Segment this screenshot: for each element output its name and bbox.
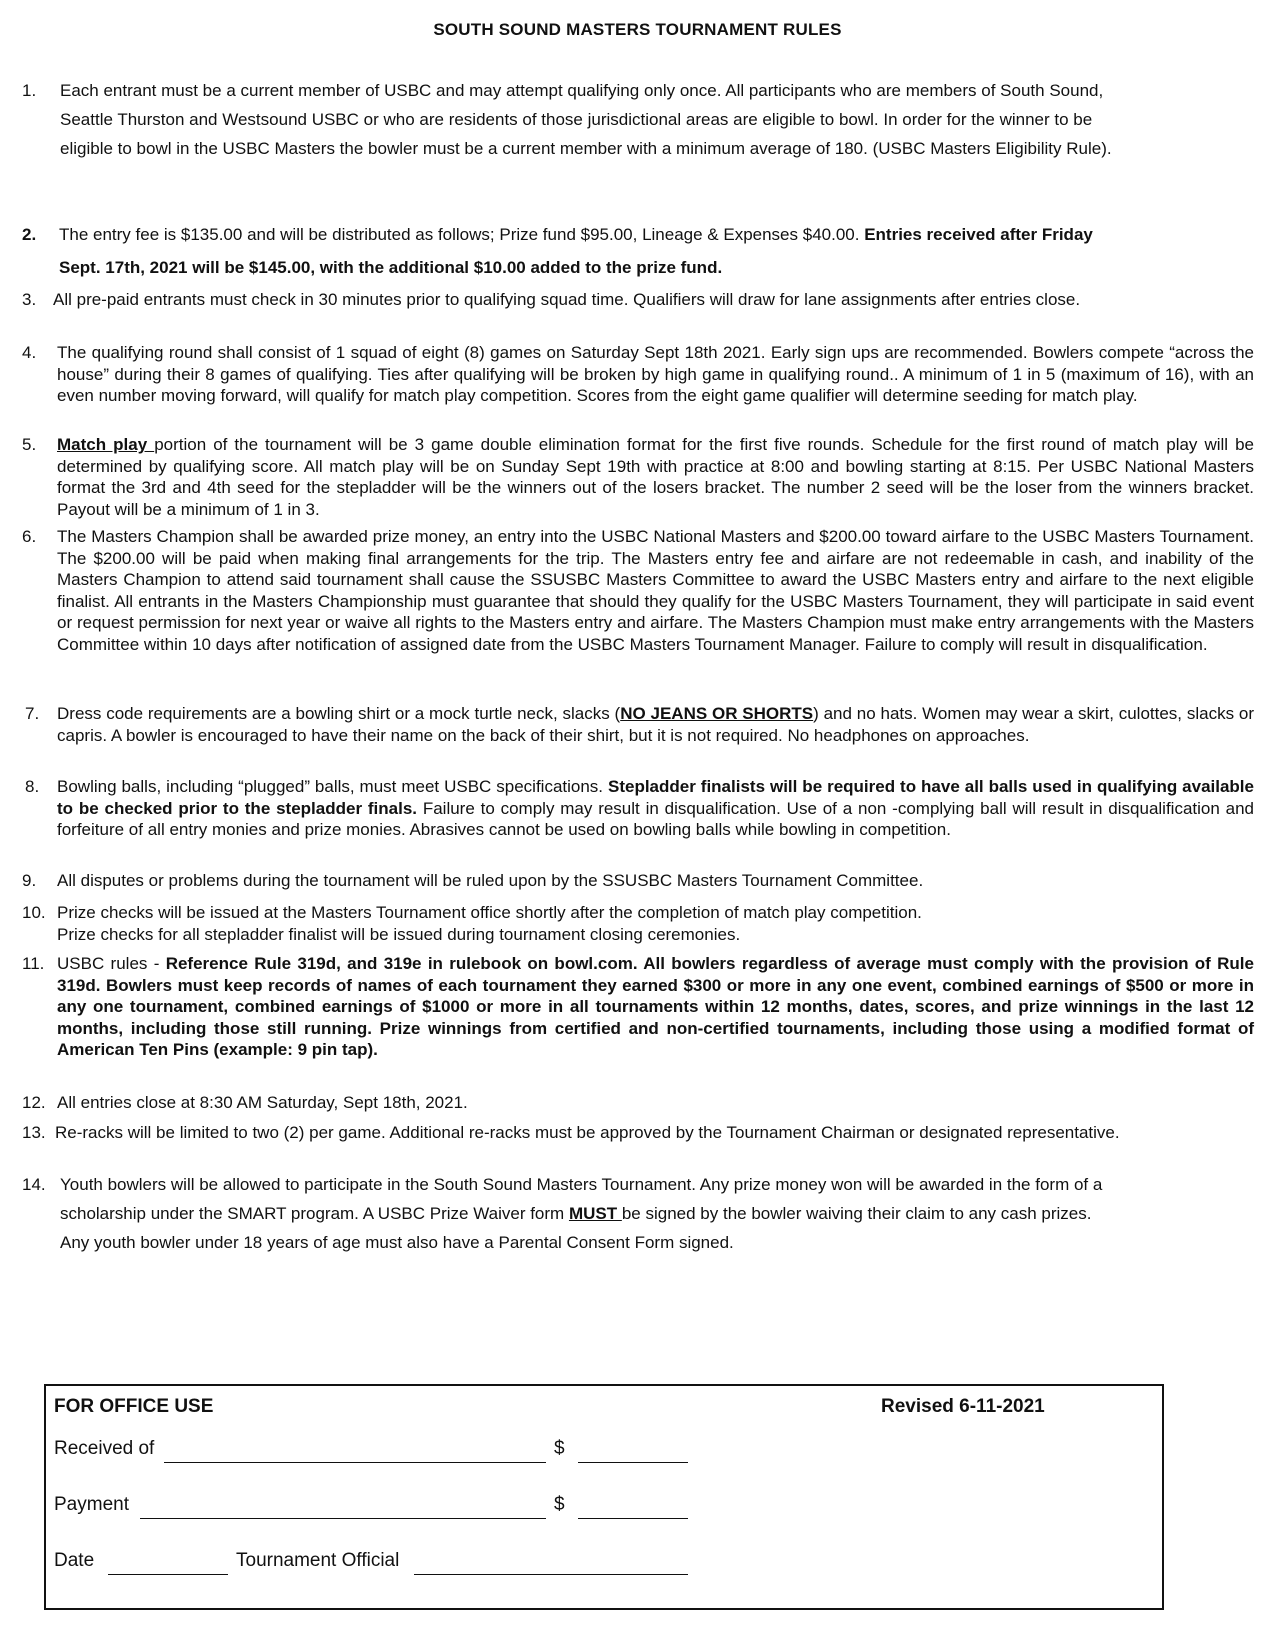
rule-text-bold: Stepladder finalists will be required to have all balls used in qualifying available to be checked prior to the stepladder finals. (57, 777, 1254, 818)
rule-number: 9. (22, 871, 37, 890)
payment-field[interactable] (140, 1518, 546, 1519)
rule-number: 6. (22, 527, 37, 546)
rule-text-emphasis: MUST (568, 1204, 622, 1223)
received-amount-field[interactable] (578, 1462, 688, 1463)
rule-text: Each entrant must be a current member of USBC and may attempt qualifying only once. All participants who are members of South Sound, Seattle Thurston and Westsound USBC or who are residents of those jurisdictional areas are eligible to bowl. In order for the winner to be eligible to bowl in the USBC Masters the bowler must be a current member with a minimum average of 180. (USBC Masters Eligibility Rule). (60, 81, 1112, 158)
rule-text-bold: Reference Rule 319d, and 319e in rulebook on bowl.com. All bowlers regardless of average must comply with the provision of Rule 319d. Bowlers must keep records of names of each tournament they earned $300 or more in any one event, combined earnings of $500 or more in any one tournament, combined earnings of $1000 or more in all tournaments within 12 months, dates, scores, and prize winnings in the last 12 months, including those still running. Prize winnings from certified and non-certified tournaments, including those using a modified format of American Ten Pins (example: 9 pin tap). (57, 954, 1254, 1059)
revision-date: Revised 6-11-2021 (881, 1396, 1045, 1417)
rule-number: 5. (22, 435, 37, 454)
rule-3 (22, 289, 1254, 311)
office-use-heading: FOR OFFICE USE (54, 1396, 214, 1417)
rule-text: The entry fee is $135.00 and will be distributed as follows; Prize fund $95.00, Lineage & Expenses $40.00. (59, 225, 860, 244)
received-of-label: Received of (54, 1438, 155, 1459)
rule-text-emphasis: NO JEANS OR SHORTS (620, 704, 814, 723)
rule-7 (25, 703, 1254, 746)
date-label: Date (54, 1550, 95, 1571)
rule-number: 14. (22, 1175, 46, 1194)
rule-4 (22, 342, 1254, 407)
rule-text: Re-racks will be limited to two (2) per game. Additional re-racks must be approved by the Tournament Chairman or designated representative. (55, 1123, 1120, 1142)
rule-text: be signed by the bowler waiving their claim to any cash prizes. Any youth bowler under 18 years of age must also have a Parental Consent Form signed. (60, 1204, 1092, 1252)
rule-text: Failure to comply may result in disqualification. Use of a non -complying ball will result in disqualification and forfeiture of all entry monies and prize monies. Abrasives cannot be used on bowling balls while bowling in competition. (57, 798, 1254, 839)
rule-text: All pre-paid entrants must check in 30 minutes prior to qualifying squad time. Qualifiers will draw for lane assignments after entries close. (53, 290, 1081, 309)
received-of-field[interactable] (164, 1462, 546, 1463)
rule-text-emphasis: Match play (57, 435, 155, 454)
rule-11 (22, 953, 1254, 1061)
rule-text: All entries close at 8:30 AM Saturday, Sept 18th, 2021. (57, 1093, 468, 1112)
page-title: SOUTH SOUND MASTERS TOURNAMENT RULES (433, 20, 842, 39)
rule-10 (22, 902, 1254, 945)
rule-5 (22, 434, 1254, 520)
rule-number: 3. (22, 290, 37, 309)
rule-text: Prize checks for all stepladder finalist will be issued during tournament closing ceremonies. (57, 924, 741, 944)
rule-9 (22, 870, 1254, 892)
rule-text: All disputes or problems during the tournament will be ruled upon by the SSUSBC Masters Tournament Committee. (57, 871, 924, 890)
rule-text: The Masters Champion shall be awarded prize money, an entry into the USBC National Masters and $200.00 toward airfare to the USBC Masters Tournament. The $200.00 will be paid when making final arrangements for the trip. The Masters entry fee and airfare are not redeemable in cash, and inability of the Masters Champion to attend said tournament shall cause the SSUSBC Masters Committee to award the USBC Masters entry and airfare to the next eligible finalist. All entrants in the Masters Championship must guarantee that should they qualify for the USBC Masters Tournament, they will participate in said event or request permission for next year or waive all rights to the Masters entry and airfare. The Masters Champion must make entry arrangements with the Masters Committee within 10 days after notification of assigned date from the USBC Masters Tournament Manager. Failure to comply will result in disqualification. (57, 527, 1254, 654)
office-use-box (44, 1384, 1164, 1610)
rule-text-bold: Entries received after Friday Sept. 17th, 2021 will be $145.00, with the additional $10.00 added to the prize fund. (59, 225, 1093, 277)
rule-number: 10. (22, 903, 46, 922)
rule-number: 13. (22, 1123, 46, 1142)
dollar-sign: $ (554, 1494, 565, 1515)
rule-number: 8. (25, 777, 40, 796)
rule-text: portion of the tournament will be 3 game double elimination format for the first five rounds. Schedule for the first round of match play will be determined by qualifying score. All match play will be on Sunday Sept 19th with practice at 8:00 and bowling starting at 8:15. Per USBC National Masters format the 3rd and 4th seed for the stepladder will be the winners out of the losers bracket. The number 2 seed will be the loser from the winners bracket. Payout will be a minimum of 1 in 3. (57, 435, 1254, 519)
rule-number: 2. (22, 225, 37, 244)
rule-8 (25, 776, 1254, 841)
rule-12 (22, 1092, 1254, 1114)
rule-number: 1. (22, 81, 37, 100)
rule-1 (22, 76, 1112, 163)
rule-14 (22, 1170, 1114, 1257)
rule-text: Bowling balls, including “plugged” balls, must meet USBC specifications. (57, 777, 604, 796)
rule-text: USBC rules - (57, 954, 166, 973)
dollar-sign: $ (554, 1438, 565, 1459)
tournament-official-field[interactable] (414, 1574, 688, 1575)
rule-13 (22, 1122, 1254, 1144)
rule-text: Youth bowlers will be allowed to participate in the South Sound Masters Tournament. Any prize money won will be awarded in the form of a scholarship under the SMART program. A USBC Prize Waiver form (60, 1175, 1103, 1223)
rule-text: Dress code requirements are a bowling shirt or a mock turtle neck, slacks ( (57, 704, 621, 723)
rule-6 (22, 526, 1254, 655)
tournament-official-label: Tournament Official (236, 1550, 400, 1571)
rule-2 (22, 218, 1112, 284)
date-field[interactable] (108, 1574, 228, 1575)
rule-number: 4. (22, 343, 37, 362)
rule-number: 11. (22, 954, 45, 973)
rule-number: 7. (25, 704, 40, 723)
payment-amount-field[interactable] (578, 1518, 688, 1519)
rule-text: ) and no hats. Women may wear a skirt, culottes, slacks or capris. A bowler is encouraged to have their name on the back of their shirt, but it is not required. No headphones on approaches. (57, 704, 1254, 745)
rule-text: The qualifying round shall consist of 1 squad of eight (8) games on Saturday Sept 18th 2021. Early sign ups are recommended. Bowlers compete “across the house” during their 8 games of qualifying. Ties after qualifying will be broken by high game in qualifying round.. A minimum of 1 in 5 (maximum of 16), with an even number moving forward, will qualify for match play competition. Scores from the eight game qualifier will determine seeding for match play. (57, 343, 1254, 405)
payment-label: Payment (54, 1494, 129, 1515)
rule-number: 12. (22, 1093, 46, 1112)
rule-text: Prize checks will be issued at the Masters Tournament office shortly after the completion of match play competition. (57, 903, 922, 922)
